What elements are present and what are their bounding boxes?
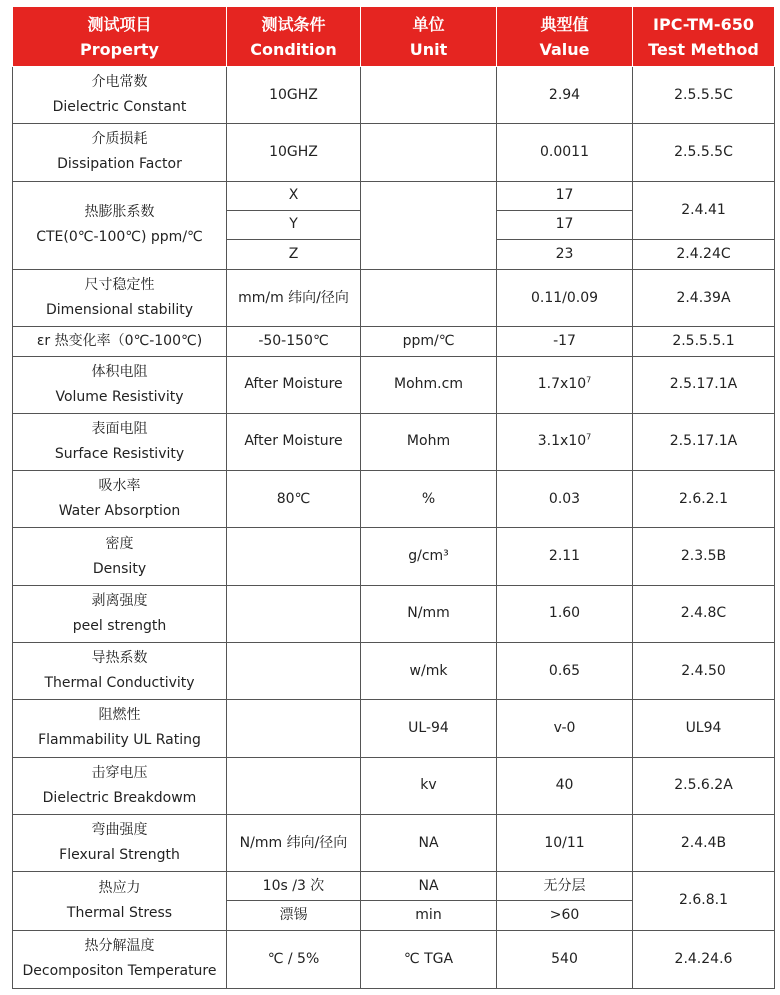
table-row <box>13 700 775 757</box>
property-en: peel strength <box>72 617 167 634</box>
header-unit <box>361 7 497 67</box>
value-cell: 2.11 <box>497 528 633 585</box>
method-cell: 2.6.2.1 <box>633 471 775 528</box>
table-row <box>13 814 775 871</box>
value-cell: 0.11/0.09 <box>497 270 633 327</box>
property-en: Dielectric Breakdowm <box>42 789 197 806</box>
condition-cell <box>227 528 361 585</box>
property-cell: εr 热变化率（0℃-100℃) <box>13 327 227 356</box>
header-value-zh: 典型值 <box>540 14 589 34</box>
table-row <box>13 757 775 814</box>
value-cell: v-0 <box>497 700 633 757</box>
property-en: Thermal Conductivity <box>44 675 195 692</box>
value-cell: 40 <box>497 757 633 814</box>
property-zh: 击穿电压 <box>91 764 148 781</box>
method-cell: 2.4.41 <box>633 181 775 239</box>
property-cell <box>13 413 227 470</box>
condition-cell: Y <box>227 210 361 239</box>
value-base: 1.7x10 <box>537 376 587 393</box>
value-cell: 0.65 <box>497 643 633 700</box>
unit-cell: NA <box>361 872 497 901</box>
property-en: Dielectric Constant <box>52 99 187 116</box>
method-cell: 2.4.39A <box>633 270 775 327</box>
method-cell: 2.5.5.5.1 <box>633 327 775 356</box>
unit-cell: w/mk <box>361 643 497 700</box>
condition-cell: ℃ / 5% <box>227 930 361 989</box>
method-cell: 2.4.24.6 <box>633 930 775 989</box>
header-property-zh: 测试项目 <box>87 14 152 34</box>
property-zh: 热应力 <box>98 879 141 896</box>
header-value-en: Value <box>539 39 590 59</box>
condition-cell: N/mm 纬向/径向 <box>227 814 361 871</box>
method-cell: 2.4.24C <box>633 239 775 269</box>
header-property-en: Property <box>80 39 159 59</box>
method-cell: 2.5.5.5C <box>633 124 775 181</box>
table-row <box>13 471 775 528</box>
header-row <box>13 7 775 67</box>
table-row <box>13 270 775 327</box>
condition-cell: X <box>227 181 361 210</box>
unit-cell <box>361 67 497 124</box>
method-cell: 2.4.50 <box>633 643 775 700</box>
condition-cell: Z <box>227 239 361 269</box>
value-cell: 10/11 <box>497 814 633 871</box>
value-cell: 0.03 <box>497 471 633 528</box>
table-row <box>13 872 775 901</box>
method-cell: 2.5.5.5C <box>633 67 775 124</box>
property-zh: 吸水率 <box>98 478 141 495</box>
condition-cell: 10GHZ <box>227 67 361 124</box>
value-cell: >60 <box>497 901 633 930</box>
property-cell <box>13 356 227 413</box>
property-cell <box>13 643 227 700</box>
property-en: Density <box>92 560 147 577</box>
value-base: 3.1x10 <box>537 433 587 450</box>
unit-cell <box>361 270 497 327</box>
table-row <box>13 327 775 356</box>
condition-cell: -50-150℃ <box>227 327 361 356</box>
header-method-en: Test Method <box>648 39 759 59</box>
condition-cell: mm/m 纬向/径向 <box>227 270 361 327</box>
property-cell <box>13 872 227 930</box>
property-zh: 介质损耗 <box>91 131 148 148</box>
property-en: Volume Resistivity <box>55 388 184 405</box>
header-unit-en: Unit <box>409 39 448 59</box>
method-cell: 2.3.5B <box>633 528 775 585</box>
value-cell: 540 <box>497 930 633 989</box>
condition-cell: After Moisture <box>227 356 361 413</box>
condition-cell: 80℃ <box>227 471 361 528</box>
header-condition-zh: 测试条件 <box>261 14 326 34</box>
unit-cell: Mohm.cm <box>361 356 497 413</box>
value-cell: 0.0011 <box>497 124 633 181</box>
value-exponent: 7 <box>586 375 592 385</box>
property-zh: 体积电阻 <box>91 363 148 380</box>
table-row <box>13 528 775 585</box>
property-cell <box>13 67 227 124</box>
property-cell <box>13 181 227 269</box>
value-cell: 17 <box>497 181 633 210</box>
property-en: Dimensional stability <box>45 302 194 319</box>
method-cell: 2.6.8.1 <box>633 872 775 930</box>
unit-cell: ℃ TGA <box>361 930 497 989</box>
unit-cell: UL-94 <box>361 700 497 757</box>
property-en: Flammability UL Rating <box>38 732 201 749</box>
table-row <box>13 643 775 700</box>
property-en: Surface Resistivity <box>54 445 185 462</box>
header-method <box>633 7 775 67</box>
value-cell: 1.60 <box>497 585 633 642</box>
condition-cell <box>227 643 361 700</box>
condition-cell <box>227 585 361 642</box>
property-zh: 介电常数 <box>91 74 148 91</box>
property-en: CTE(0℃-100℃) ppm/℃ <box>36 229 203 246</box>
property-zh: 热分解温度 <box>84 938 155 955</box>
header-condition-en: Condition <box>250 39 337 59</box>
method-cell: 2.5.6.2A <box>633 757 775 814</box>
header-unit-zh: 单位 <box>412 14 445 34</box>
property-cell <box>13 757 227 814</box>
value-cell: 2.94 <box>497 67 633 124</box>
property-en: Flexural Strength <box>59 847 180 864</box>
table-row <box>13 413 775 470</box>
unit-cell <box>361 124 497 181</box>
method-cell: 2.4.4B <box>633 814 775 871</box>
condition-cell: 漂锡 <box>227 901 361 930</box>
value-cell: -17 <box>497 327 633 356</box>
unit-cell <box>361 181 497 269</box>
unit-cell: g/cm³ <box>361 528 497 585</box>
value-cell: 17 <box>497 210 633 239</box>
unit-cell: NA <box>361 814 497 871</box>
method-cell: 2.4.8C <box>633 585 775 642</box>
property-zh: 密度 <box>105 535 134 552</box>
condition-cell <box>227 757 361 814</box>
condition-cell <box>227 700 361 757</box>
property-zh: 热膨胀系数 <box>84 204 155 221</box>
table-row <box>13 930 775 989</box>
value-cell: 23 <box>497 239 633 269</box>
property-cell <box>13 585 227 642</box>
property-cell <box>13 814 227 871</box>
property-zh: 表面电阻 <box>91 420 148 437</box>
condition-cell: After Moisture <box>227 413 361 470</box>
unit-cell: kv <box>361 757 497 814</box>
property-zh: 剥离强度 <box>91 592 148 609</box>
property-zh: 弯曲强度 <box>91 822 148 839</box>
value-cell <box>497 356 633 413</box>
condition-cell: 10GHZ <box>227 124 361 181</box>
method-cell: 2.5.17.1A <box>633 413 775 470</box>
unit-cell: ppm/℃ <box>361 327 497 356</box>
condition-cell: 10s /3 次 <box>227 872 361 901</box>
unit-cell: Mohm <box>361 413 497 470</box>
property-zh: 导热系数 <box>91 650 148 667</box>
property-en: Decompositon Temperature <box>22 963 217 980</box>
header-property <box>13 7 227 67</box>
unit-cell: min <box>361 901 497 930</box>
property-cell <box>13 124 227 181</box>
unit-cell: N/mm <box>361 585 497 642</box>
property-zh: 尺寸稳定性 <box>84 277 155 294</box>
unit-cell: % <box>361 471 497 528</box>
table-row <box>13 356 775 413</box>
table-row <box>13 67 775 124</box>
table-row <box>13 124 775 181</box>
method-cell: UL94 <box>633 700 775 757</box>
value-cell <box>497 413 633 470</box>
property-cell <box>13 528 227 585</box>
value-exponent: 7 <box>586 432 592 442</box>
table-row <box>13 585 775 642</box>
header-value <box>497 7 633 67</box>
property-cell <box>13 930 227 989</box>
header-condition <box>227 7 361 67</box>
property-cell <box>13 471 227 528</box>
property-cell <box>13 270 227 327</box>
header-method-zh: IPC-TM-650 <box>653 14 754 34</box>
property-zh: 阻燃性 <box>98 707 141 724</box>
property-cell <box>13 700 227 757</box>
property-en: Dissipation Factor <box>57 156 182 173</box>
value-cell: 无分层 <box>497 872 633 901</box>
table-row <box>13 181 775 210</box>
property-en: Water Absorption <box>58 503 181 520</box>
property-en: Thermal Stress <box>66 904 173 921</box>
method-cell: 2.5.17.1A <box>633 356 775 413</box>
properties-table <box>12 6 775 989</box>
